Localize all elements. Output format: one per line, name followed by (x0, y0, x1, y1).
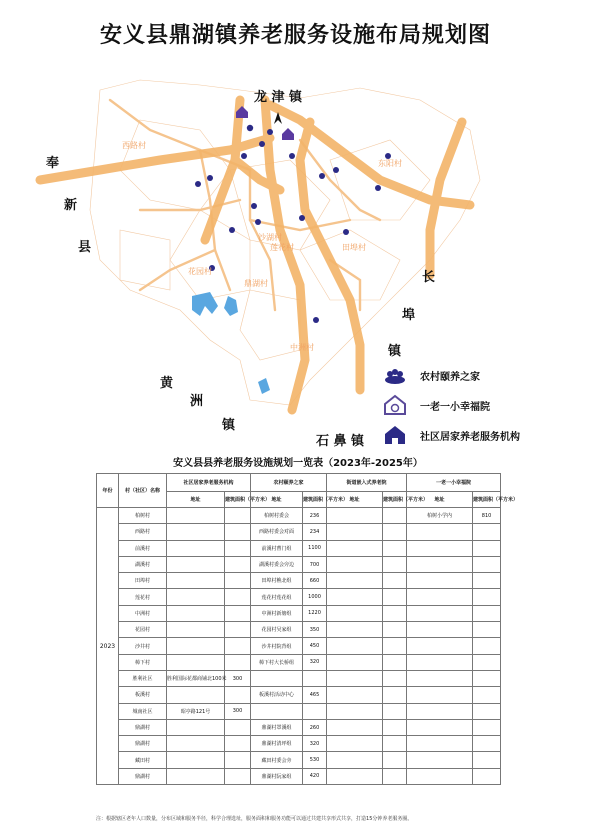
table-cell (383, 719, 407, 735)
table-cell: 鼎湖村阮家组 (251, 768, 303, 784)
village-label: 沙湖村 (258, 233, 282, 242)
neighbor-south-1: 黄 (160, 376, 174, 391)
header-group: 一老一小幸福院 (407, 474, 501, 492)
table-cell (473, 719, 501, 735)
table-cell (225, 540, 251, 556)
table-cell: 鼎湖村 (119, 736, 167, 752)
table-cell (407, 768, 473, 784)
table-cell (167, 768, 225, 784)
neighbor-west-1: 奉 (46, 156, 60, 171)
table-cell: 鼎湖村 (119, 768, 167, 784)
table-cell (407, 622, 473, 638)
table-cell: 柏树村委会 (251, 508, 303, 524)
table-cell (225, 752, 251, 768)
table-cell (225, 556, 251, 572)
table-row (97, 768, 501, 784)
table-cell (251, 703, 303, 719)
table-cell: 田埠村樵北组 (251, 573, 303, 589)
table-cell: 700 (303, 556, 327, 572)
table-cell (327, 736, 383, 752)
table-cell (383, 605, 407, 621)
table-cell (327, 768, 383, 784)
table-cell: 中洲村 (119, 605, 167, 621)
table-cell (407, 719, 473, 735)
table-cell (383, 736, 407, 752)
table-cell: 西路村委会对面 (251, 524, 303, 540)
header-area: 建筑面积（平方米） (303, 492, 327, 508)
table-cell (327, 622, 383, 638)
table-cell: 前溪村曹门组 (251, 540, 303, 556)
table-cell (473, 752, 501, 768)
neighbor-east-3: 镇 (388, 344, 402, 359)
header-village: 村（社区）名称 (119, 474, 167, 508)
table-row (97, 524, 501, 540)
table-cell (327, 752, 383, 768)
legend-item (382, 420, 582, 450)
table-cell (407, 540, 473, 556)
header-area: 建筑面积（平方米） (473, 492, 501, 508)
year-cell: 2023 (97, 508, 119, 785)
table-cell: 660 (303, 573, 327, 589)
community-care-house-icon (382, 424, 408, 446)
table-cell: 260 (303, 719, 327, 735)
table-cell: 樟下村 (119, 654, 167, 670)
table-row (97, 687, 501, 703)
table-row (97, 622, 501, 638)
header-address: 地址 (251, 492, 303, 508)
table-cell (407, 654, 473, 670)
table-cell: 420 (303, 768, 327, 784)
table-cell (251, 670, 303, 686)
map (0, 60, 591, 455)
table-cell: 鼎湖村清坪组 (251, 736, 303, 752)
table-cell (473, 687, 501, 703)
table-cell (167, 654, 225, 670)
table-row (97, 573, 501, 589)
table-cell (383, 768, 407, 784)
table-cell (167, 687, 225, 703)
table-cell (167, 524, 225, 540)
header-address: 地址 (327, 492, 383, 508)
table-cell: 花园村 (119, 622, 167, 638)
table-row (97, 670, 501, 686)
table-row (97, 589, 501, 605)
table-cell (225, 768, 251, 784)
table-cell: 板溪村 (119, 687, 167, 703)
table-cell: 300 (225, 670, 251, 686)
table-cell: 花园村吴家组 (251, 622, 303, 638)
table-cell: 1220 (303, 605, 327, 621)
table-cell (327, 540, 383, 556)
village-label: 中洲村 (290, 343, 314, 352)
table-cell (383, 638, 407, 654)
table-cell (383, 703, 407, 719)
table-cell (383, 524, 407, 540)
table-cell: 鼎湖村罩溪组 (251, 719, 303, 735)
neighbor-south-2: 洲 (190, 394, 204, 409)
table-cell (327, 556, 383, 572)
table-cell: 胜利国际花都商铺北100米 (167, 670, 225, 686)
table-cell (407, 638, 473, 654)
table-row (97, 605, 501, 621)
table-cell: 320 (303, 736, 327, 752)
legend (382, 360, 582, 450)
table-cell (473, 589, 501, 605)
village-label: 西路村 (122, 141, 146, 150)
table-cell (225, 605, 251, 621)
table-cell (383, 589, 407, 605)
table-cell (407, 589, 473, 605)
table-cell (167, 556, 225, 572)
table-cell: 藏田村委会旁 (251, 752, 303, 768)
table-row (97, 540, 501, 556)
table-cell (473, 654, 501, 670)
lakes (192, 292, 270, 394)
table-row (97, 638, 501, 654)
table-cell: 236 (303, 508, 327, 524)
table-cell: 中洲村新塘组 (251, 605, 303, 621)
table-cell (383, 556, 407, 572)
table-cell: 昭亭路121号 (167, 703, 225, 719)
table-cell (167, 508, 225, 524)
table-cell: 450 (303, 638, 327, 654)
header-group: 农村颐养之家 (251, 474, 327, 492)
table-cell (473, 573, 501, 589)
neighbor-southeast: 石 鼻 镇 (316, 434, 365, 449)
table-cell: 1000 (303, 589, 327, 605)
village-label: 田埠村 (342, 243, 366, 252)
legend-item (382, 390, 582, 420)
table-cell (473, 736, 501, 752)
table-cell (225, 508, 251, 524)
legend-label: 社区居家养老服务机构 (420, 431, 520, 443)
table-cell (473, 524, 501, 540)
table-cell (473, 670, 501, 686)
village-label: 莲花村 (270, 243, 294, 252)
table-row (97, 556, 501, 572)
table-cell (383, 670, 407, 686)
table-cell (383, 752, 407, 768)
header-area: 建筑面积（平方米） (383, 492, 407, 508)
table-cell (327, 605, 383, 621)
table-cell (167, 605, 225, 621)
table-cell (383, 540, 407, 556)
page-title: 安义县鼎湖镇养老服务设施布局规划图 (99, 23, 491, 48)
table-row (97, 736, 501, 752)
table-cell: 莲花村 (119, 589, 167, 605)
table-title: 安义县县养老服务设施规划一览表（2023年-2025年） (173, 458, 423, 469)
plan-table-body (97, 508, 501, 785)
neighbor-west-3: 县 (78, 240, 92, 255)
table-row (97, 654, 501, 670)
table-cell: 234 (303, 524, 327, 540)
table-cell: 1100 (303, 540, 327, 556)
table-cell (327, 573, 383, 589)
table-cell (225, 687, 251, 703)
table-cell (407, 524, 473, 540)
table-cell (167, 752, 225, 768)
table-cell (407, 687, 473, 703)
table-cell (167, 589, 225, 605)
table-cell (383, 687, 407, 703)
table-cell (327, 687, 383, 703)
legend-label: 一老一小幸福院 (420, 401, 490, 413)
table-cell (327, 638, 383, 654)
table-cell: 莲花村莲花组 (251, 589, 303, 605)
table-cell (225, 524, 251, 540)
header-year: 年份 (97, 474, 119, 508)
table-cell (407, 573, 473, 589)
table-cell: 柏树小学内 (407, 508, 473, 524)
table-cell: 城南社区 (119, 703, 167, 719)
rural-care-home-icon (382, 364, 408, 386)
table-cell (167, 719, 225, 735)
table-cell (327, 524, 383, 540)
header-address: 地址 (407, 492, 473, 508)
table-cell (225, 736, 251, 752)
table-cell (407, 605, 473, 621)
table-cell (407, 736, 473, 752)
table-cell (407, 752, 473, 768)
plan-table (96, 473, 519, 785)
table-cell (383, 654, 407, 670)
table-row (97, 752, 501, 768)
table-cell: 前溪村 (119, 540, 167, 556)
table-cell (383, 573, 407, 589)
table-cell: 沙井村 (119, 638, 167, 654)
table-cell (225, 589, 251, 605)
table-cell (473, 605, 501, 621)
table-cell: 465 (303, 687, 327, 703)
table-cell (473, 622, 501, 638)
table-cell (407, 670, 473, 686)
table-row (97, 719, 501, 735)
table-cell: 810 (473, 508, 501, 524)
table-cell: 樟下村大长桥组 (251, 654, 303, 670)
neighbor-west-2: 新 (64, 198, 78, 213)
table-cell (225, 638, 251, 654)
table-cell: 鼎湖村 (119, 719, 167, 735)
table-cell (225, 654, 251, 670)
footnote: 注：根据辖区老年人口数量，分布区域和服务半径，科学合理选址，服务面积和服务功能可以通过共建共享形式共享，打造15分钟养老服务圈。 (96, 816, 413, 822)
neighbor-north: 龙 津 镇 (254, 90, 303, 105)
table-cell (407, 703, 473, 719)
village-label: 鼎湖村 (244, 279, 268, 288)
legend-label: 农村颐养之家 (420, 371, 480, 383)
table-cell: 柏树村 (119, 508, 167, 524)
table-cell: 300 (225, 703, 251, 719)
table-cell (327, 719, 383, 735)
table-cell (167, 638, 225, 654)
table-cell (327, 654, 383, 670)
neighbor-south-3: 镇 (222, 418, 236, 433)
table-cell: 板溪村活动中心 (251, 687, 303, 703)
table-cell (473, 540, 501, 556)
table-cell (327, 589, 383, 605)
elder-happiness-house-icon (382, 394, 408, 416)
table-cell: 西路村 (119, 524, 167, 540)
table-cell (383, 508, 407, 524)
table-cell: 350 (303, 622, 327, 638)
table-cell: 沙井村院背组 (251, 638, 303, 654)
village-label: 东阳村 (378, 159, 402, 168)
table-row (97, 508, 501, 524)
header-group: 街道嵌入式养老院 (327, 474, 407, 492)
table-cell (167, 540, 225, 556)
table-cell (327, 670, 383, 686)
header-group: 社区居家养老服务机构 (167, 474, 251, 492)
table-cell (167, 736, 225, 752)
table-cell: 湖溪村 (119, 556, 167, 572)
plan-table-section (96, 455, 519, 785)
table-cell (225, 573, 251, 589)
table-cell (473, 768, 501, 784)
table-cell (167, 573, 225, 589)
table-cell (303, 703, 327, 719)
header-address: 地址 (167, 492, 225, 508)
table-cell (407, 556, 473, 572)
table-cell: 胜利社区 (119, 670, 167, 686)
table-cell: 藏田村 (119, 752, 167, 768)
legend-item (382, 360, 582, 390)
table-cell (225, 622, 251, 638)
table-cell (383, 622, 407, 638)
table-cell (303, 670, 327, 686)
table-cell (473, 556, 501, 572)
table-cell (473, 703, 501, 719)
table-cell (327, 508, 383, 524)
table-row (97, 703, 501, 719)
table-cell: 530 (303, 752, 327, 768)
table-cell: 320 (303, 654, 327, 670)
table-cell (327, 703, 383, 719)
neighbor-east-2: 埠 (402, 308, 416, 323)
table-cell (473, 638, 501, 654)
table-cell: 湖溪村委会旁边 (251, 556, 303, 572)
table-cell: 田埠村 (119, 573, 167, 589)
table-cell (167, 622, 225, 638)
neighbor-east-1: 长 (422, 270, 436, 285)
village-label: 花园村 (188, 267, 212, 276)
table-cell (225, 719, 251, 735)
header-area: 建筑面积（平方米） (225, 492, 251, 508)
